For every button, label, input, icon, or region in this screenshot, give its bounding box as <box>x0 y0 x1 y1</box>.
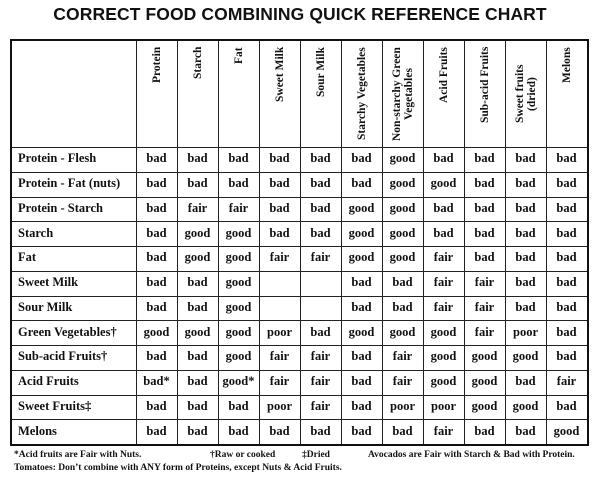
cell-protein-flesh-sour-milk: bad <box>310 151 331 166</box>
column-header-protein: Protein <box>150 47 163 84</box>
cell-starch-sour-milk: bad <box>310 225 331 240</box>
cell-acid-fruits-sour-milk: fair <box>310 374 331 389</box>
cell-fat-starch: good <box>184 250 211 265</box>
cell-protein-starch-starchy-vegetables: good <box>348 200 375 215</box>
cell-sweet-fruits-acid-fruits: poor <box>431 398 456 413</box>
row-label-starch: Starch <box>18 225 54 240</box>
row-label-sub-acid-fruits: Sub-acid Fruits† <box>18 349 108 364</box>
cell-sweet-milk-sub-acid-fruits: fair <box>474 275 495 290</box>
cell-sour-milk-melons: bad <box>556 299 577 314</box>
cell-green-vegetables-fat: good <box>225 324 252 339</box>
column-header-starch: Starch <box>191 47 204 80</box>
cell-green-vegetables-protein: good <box>143 324 170 339</box>
cell-fat-sweet-milk: fair <box>269 250 290 265</box>
cell-protein-fat-nuts-non-starchy-green-vegetables: good <box>389 176 416 191</box>
cell-sweet-fruits-non-starchy-green-vegetables: poor <box>390 398 415 413</box>
cell-sweet-fruits-protein: bad <box>146 398 167 413</box>
cell-protein-fat-nuts-sour-milk: bad <box>310 176 331 191</box>
footnote-acid-fruits: *Acid fruits are Fair with Nuts. <box>14 450 142 460</box>
cell-sweet-fruits-sub-acid-fruits: good <box>471 398 498 413</box>
cell-acid-fruits-sweet-fruits-dried: bad <box>515 374 536 389</box>
cell-sweet-milk-sweet-fruits-dried: bad <box>515 275 536 290</box>
cell-fat-protein: bad <box>146 250 167 265</box>
cell-protein-flesh-sweet-fruits-dried: bad <box>515 151 536 166</box>
cell-melons-starchy-vegetables: bad <box>351 423 372 438</box>
cell-sour-milk-fat: good <box>225 299 252 314</box>
cell-melons-sweet-fruits-dried: bad <box>515 423 536 438</box>
cell-sweet-milk-fat: good <box>225 275 252 290</box>
cell-green-vegetables-non-starchy-green-vegetables: good <box>389 324 416 339</box>
row-divider <box>12 345 587 346</box>
cell-fat-non-starchy-green-vegetables: good <box>389 250 416 265</box>
cell-protein-flesh-sweet-milk: bad <box>269 151 290 166</box>
cell-acid-fruits-acid-fruits: good <box>430 374 457 389</box>
cell-starch-sweet-milk: bad <box>269 225 290 240</box>
cell-starch-sweet-fruits-dried: bad <box>515 225 536 240</box>
row-label-green-vegetables: Green Vegetables† <box>18 324 117 339</box>
cell-sub-acid-fruits-sweet-milk: fair <box>269 349 290 364</box>
cell-acid-fruits-non-starchy-green-vegetables: fair <box>392 374 413 389</box>
cell-sour-milk-starch: bad <box>187 299 208 314</box>
row-label-acid-fruits: Acid Fruits <box>18 374 79 389</box>
row-label-fat: Fat <box>18 250 37 265</box>
footnote-raw-cooked: †Raw or cooked <box>210 450 276 460</box>
row-label-sour-milk: Sour Milk <box>18 299 73 314</box>
cell-sweet-milk-melons: bad <box>556 275 577 290</box>
cell-protein-starch-sub-acid-fruits: bad <box>474 200 495 215</box>
cell-sweet-milk-acid-fruits: fair <box>433 275 454 290</box>
row-divider <box>12 320 587 321</box>
footnote-avocados: Avocados are Fair with Starch & Bad with Protein. <box>368 450 575 460</box>
cell-sub-acid-fruits-sour-milk: fair <box>310 349 331 364</box>
row-divider <box>12 172 587 173</box>
cell-protein-fat-nuts-fat: bad <box>228 176 249 191</box>
cell-protein-flesh-fat: bad <box>228 151 249 166</box>
column-header-fat: Fat <box>232 47 245 64</box>
cell-sweet-milk-non-starchy-green-vegetables: bad <box>392 275 413 290</box>
cell-protein-starch-sour-milk: bad <box>310 200 331 215</box>
row-divider <box>12 271 587 272</box>
cell-sour-milk-starchy-vegetables: bad <box>351 299 372 314</box>
cell-acid-fruits-protein: bad* <box>143 374 170 389</box>
column-header-non-starchy-green-vegetables: Non-starchy Green Vegetables <box>390 47 415 141</box>
cell-melons-melons: good <box>553 423 580 438</box>
cell-fat-sweet-fruits-dried: bad <box>515 250 536 265</box>
cell-protein-flesh-protein: bad <box>146 151 167 166</box>
row-label-protein-starch: Protein - Starch <box>18 200 103 215</box>
cell-starch-protein: bad <box>146 225 167 240</box>
cell-protein-starch-sweet-fruits-dried: bad <box>515 200 536 215</box>
row-label-protein-flesh: Protein - Flesh <box>18 151 97 166</box>
cell-green-vegetables-starchy-vegetables: good <box>348 324 375 339</box>
cell-sweet-fruits-starchy-vegetables: bad <box>351 398 372 413</box>
cell-protein-starch-sweet-milk: bad <box>269 200 290 215</box>
cell-fat-acid-fruits: fair <box>433 250 454 265</box>
cell-acid-fruits-starch: bad <box>187 374 208 389</box>
cell-protein-starch-non-starchy-green-vegetables: good <box>389 200 416 215</box>
cell-acid-fruits-sweet-milk: fair <box>269 374 290 389</box>
cell-fat-melons: bad <box>556 250 577 265</box>
cell-green-vegetables-acid-fruits: good <box>430 324 457 339</box>
cell-melons-fat: bad <box>228 423 249 438</box>
cell-acid-fruits-fat: good* <box>222 374 255 389</box>
cell-melons-sweet-milk: bad <box>269 423 290 438</box>
cell-protein-fat-nuts-sub-acid-fruits: bad <box>474 176 495 191</box>
cell-melons-sub-acid-fruits: bad <box>474 423 495 438</box>
cell-sub-acid-fruits-sub-acid-fruits: good <box>471 349 498 364</box>
cell-sweet-fruits-melons: bad <box>556 398 577 413</box>
cell-protein-flesh-sub-acid-fruits: bad <box>474 151 495 166</box>
cell-sub-acid-fruits-acid-fruits: good <box>430 349 457 364</box>
cell-protein-starch-protein: bad <box>146 200 167 215</box>
cell-protein-flesh-starch: bad <box>187 151 208 166</box>
cell-protein-fat-nuts-sweet-milk: bad <box>269 176 290 191</box>
row-divider <box>12 296 587 297</box>
column-header-acid-fruits: Acid Fruits <box>437 47 450 103</box>
cell-sub-acid-fruits-starch: bad <box>187 349 208 364</box>
row-divider <box>12 395 587 396</box>
cell-sour-milk-sweet-fruits-dried: bad <box>515 299 536 314</box>
cell-starch-acid-fruits: bad <box>433 225 454 240</box>
cell-protein-flesh-acid-fruits: bad <box>433 151 454 166</box>
cell-protein-fat-nuts-sweet-fruits-dried: bad <box>515 176 536 191</box>
row-divider <box>12 221 587 222</box>
cell-fat-fat: good <box>225 250 252 265</box>
row-divider <box>12 246 587 247</box>
column-header-sour-milk: Sour Milk <box>314 47 327 97</box>
cell-sub-acid-fruits-protein: bad <box>146 349 167 364</box>
cell-acid-fruits-melons: fair <box>556 374 577 389</box>
cell-protein-starch-fat: fair <box>228 200 249 215</box>
cell-sweet-fruits-sweet-fruits-dried: good <box>512 398 539 413</box>
row-label-protein-fat-nuts: Protein - Fat (nuts) <box>18 176 121 191</box>
cell-starch-sub-acid-fruits: bad <box>474 225 495 240</box>
cell-sweet-milk-protein: bad <box>146 275 167 290</box>
cell-green-vegetables-sub-acid-fruits: fair <box>474 324 495 339</box>
row-divider <box>12 147 587 148</box>
cell-protein-starch-starch: fair <box>187 200 208 215</box>
cell-protein-flesh-starchy-vegetables: bad <box>351 151 372 166</box>
cell-sub-acid-fruits-sweet-fruits-dried: good <box>512 349 539 364</box>
cell-melons-non-starchy-green-vegetables: bad <box>392 423 413 438</box>
cell-sub-acid-fruits-starchy-vegetables: bad <box>351 349 372 364</box>
row-label-melons: Melons <box>18 423 57 438</box>
cell-sweet-milk-starch: bad <box>187 275 208 290</box>
cell-sub-acid-fruits-non-starchy-green-vegetables: fair <box>392 349 413 364</box>
cell-green-vegetables-sour-milk: bad <box>310 324 331 339</box>
cell-protein-starch-melons: bad <box>556 200 577 215</box>
cell-green-vegetables-sweet-fruits-dried: poor <box>513 324 538 339</box>
cell-protein-flesh-non-starchy-green-vegetables: good <box>389 151 416 166</box>
footnote-dried: ‡Dried <box>302 450 330 460</box>
cell-sour-milk-sub-acid-fruits: fair <box>474 299 495 314</box>
row-divider <box>12 370 587 371</box>
row-label-sweet-fruits: Sweet Fruits‡ <box>18 398 92 413</box>
column-header-melons: Melons <box>560 47 573 83</box>
cell-starch-starch: good <box>184 225 211 240</box>
cell-sweet-fruits-sour-milk: fair <box>310 398 331 413</box>
cell-melons-protein: bad <box>146 423 167 438</box>
chart-title: CORRECT FOOD COMBINING QUICK REFERENCE CHART <box>53 4 547 24</box>
cell-green-vegetables-starch: good <box>184 324 211 339</box>
cell-sweet-fruits-sweet-milk: poor <box>267 398 292 413</box>
cell-fat-sour-milk: fair <box>310 250 331 265</box>
cell-melons-sour-milk: bad <box>310 423 331 438</box>
cell-starch-non-starchy-green-vegetables: good <box>389 225 416 240</box>
row-divider <box>12 419 587 420</box>
cell-starch-starchy-vegetables: good <box>348 225 375 240</box>
cell-fat-starchy-vegetables: good <box>348 250 375 265</box>
cell-protein-starch-acid-fruits: bad <box>433 200 454 215</box>
cell-protein-fat-nuts-protein: bad <box>146 176 167 191</box>
cell-protein-flesh-melons: bad <box>556 151 577 166</box>
cell-starch-fat: good <box>225 225 252 240</box>
cell-sweet-milk-starchy-vegetables: bad <box>351 275 372 290</box>
cell-acid-fruits-sub-acid-fruits: good <box>471 374 498 389</box>
cell-sweet-fruits-starch: bad <box>187 398 208 413</box>
row-label-sweet-milk: Sweet Milk <box>18 275 79 290</box>
cell-melons-starch: bad <box>187 423 208 438</box>
cell-protein-fat-nuts-starchy-vegetables: bad <box>351 176 372 191</box>
cell-starch-melons: bad <box>556 225 577 240</box>
cell-acid-fruits-starchy-vegetables: bad <box>351 374 372 389</box>
cell-sour-milk-acid-fruits: fair <box>433 299 454 314</box>
column-header-starchy-vegetables: Starchy Vegetables <box>355 47 368 140</box>
footnote-tomatoes: Tomatoes: Don’t combine with ANY form of Proteins, except Nuts & Acid Fruits. <box>14 463 342 473</box>
cell-protein-fat-nuts-melons: bad <box>556 176 577 191</box>
cell-green-vegetables-sweet-milk: poor <box>267 324 292 339</box>
column-header-sweet-milk: Sweet Milk <box>273 47 286 103</box>
column-header-sweet-fruits-dried: Sweet fruits (dried) <box>513 64 538 124</box>
cell-sour-milk-protein: bad <box>146 299 167 314</box>
cell-protein-fat-nuts-acid-fruits: good <box>430 176 457 191</box>
cell-melons-acid-fruits: fair <box>433 423 454 438</box>
combining-table <box>10 39 589 446</box>
cell-green-vegetables-melons: bad <box>556 324 577 339</box>
cell-protein-fat-nuts-starch: bad <box>187 176 208 191</box>
row-divider <box>12 197 587 198</box>
cell-sweet-fruits-fat: bad <box>228 398 249 413</box>
column-header-sub-acid-fruits: Sub-acid Fruits <box>478 47 491 124</box>
cell-sour-milk-non-starchy-green-vegetables: bad <box>392 299 413 314</box>
cell-sub-acid-fruits-melons: bad <box>556 349 577 364</box>
cell-sub-acid-fruits-fat: good <box>225 349 252 364</box>
cell-fat-sub-acid-fruits: bad <box>474 250 495 265</box>
